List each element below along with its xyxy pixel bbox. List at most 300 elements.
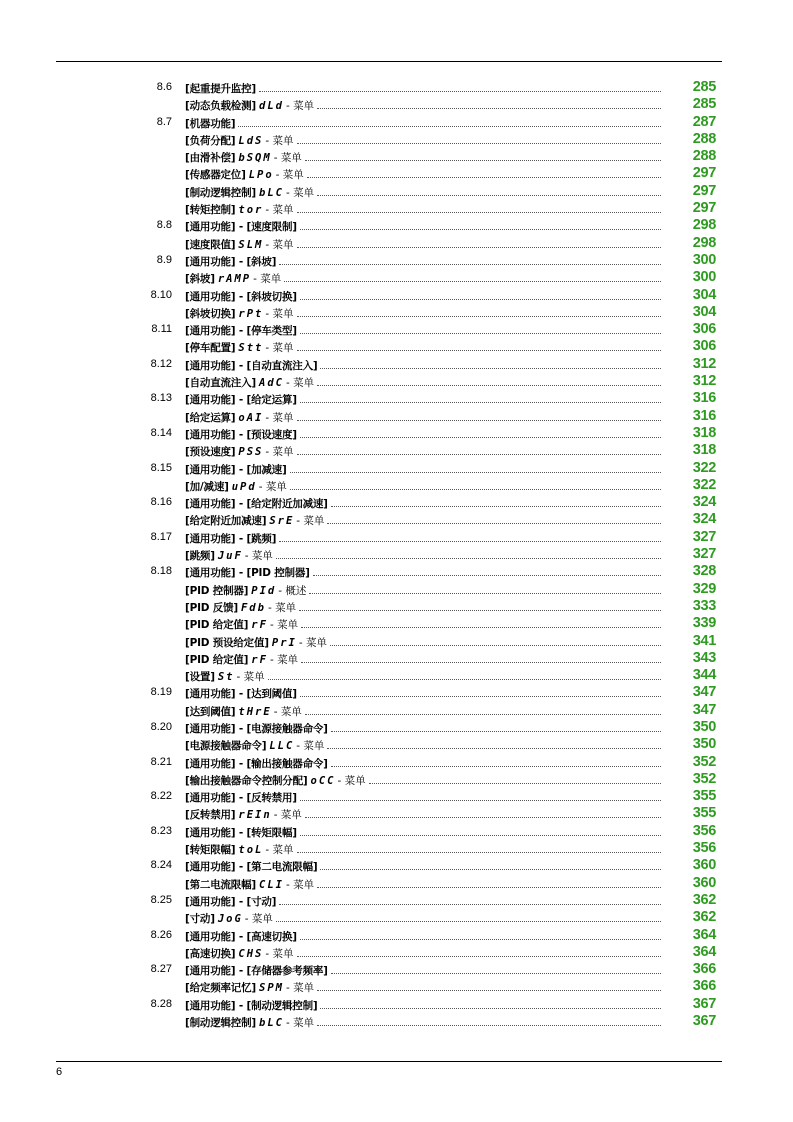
toc-entry[interactable] [0,96,793,113]
page-link[interactable]: 285 [692,96,716,113]
toc-entry[interactable] [0,719,793,736]
dot-leader [331,731,661,732]
page-link[interactable]: 304 [692,303,716,320]
toc-entry[interactable] [0,944,793,961]
entry-suffix: - 菜单 [285,377,315,390]
parameter-code: PSS [238,446,264,459]
page-link[interactable]: 327 [692,546,716,563]
parameter-code: SrE [269,515,295,528]
dot-leader [297,350,661,351]
toc-entry[interactable] [0,494,793,511]
parameter-code: oAI [238,411,264,424]
dot-leader [327,523,661,524]
toc-entry[interactable] [0,287,793,304]
entry-suffix: - 菜单 [285,100,315,113]
page-link[interactable]: 297 [692,165,716,182]
dot-leader [290,472,661,473]
page-link[interactable]: 350 [692,736,716,753]
toc-entry[interactable] [0,200,793,217]
dot-leader [297,143,661,144]
entry-text [185,548,663,562]
page-link[interactable]: 355 [692,805,716,822]
section-number: 8.28 [150,997,172,1010]
page-link[interactable]: 347 [692,684,716,701]
entry-suffix: - 菜单 [273,809,302,822]
toc-entry[interactable] [0,702,793,719]
page-link[interactable]: 285 [692,79,716,95]
entry-label: [加/减速] [185,480,229,493]
toc-entry[interactable] [0,598,793,615]
page-link[interactable]: 298 [692,217,716,234]
entry-text [185,289,663,303]
entry-text [185,825,663,839]
page-link[interactable]: 360 [692,857,716,874]
page-link[interactable]: 312 [692,373,716,390]
dot-leader [305,714,661,715]
toc-entry[interactable] [0,373,793,390]
entry-label: [通用功能] - [转矩限幅] [185,826,297,839]
parameter-code: LPo [248,169,274,182]
entry-label: [转矩控制] [185,204,236,217]
toc-entry[interactable] [0,477,793,494]
entry-text [185,894,663,908]
parameter-code: bLC [259,1017,284,1030]
toc-entry[interactable] [0,321,793,338]
entry-label: [通用功能] - [给定运算] [185,394,297,407]
entry-label: [转矩限幅] [185,844,236,857]
entry-label: [传感器定位] [185,169,246,182]
parameter-code: AdC [259,377,284,390]
page-link[interactable]: 362 [692,909,716,926]
entry-suffix: - 菜单 [269,653,299,666]
toc-entry[interactable] [0,304,793,321]
toc-entry[interactable] [0,771,793,788]
page-link[interactable]: 316 [692,407,716,424]
section-number: 8.26 [150,928,172,941]
entry-text [185,756,663,770]
toc-entry[interactable] [0,235,793,252]
section-number: 8.13 [150,392,172,405]
entry-text [185,963,663,977]
page-link[interactable]: 304 [692,286,716,303]
entry-suffix: - 菜单 [285,186,315,199]
section-number: 8.21 [150,755,172,768]
toc-entry[interactable] [0,356,793,373]
toc-entry[interactable] [0,269,793,286]
dot-leader [300,835,661,836]
page-link[interactable]: 352 [692,770,716,787]
dot-leader [300,800,661,801]
dot-leader [300,299,661,300]
entry-label: [PID 控制器] [185,584,249,597]
dot-leader [259,91,661,92]
toc-entry[interactable] [0,857,793,874]
entry-label: [通用功能] - [斜坡切换] [185,290,297,303]
entry-text [185,271,663,285]
toc-entry[interactable] [0,805,793,822]
dot-leader [276,558,661,559]
dot-leader [320,368,661,369]
entry-suffix: - 菜单 [265,204,294,217]
entry-suffix: - 菜单 [296,515,325,528]
page-link[interactable]: 306 [692,321,716,338]
entry-text [185,427,663,441]
page-link[interactable]: 318 [692,442,716,459]
entry-label: [通用功能] - [第二电流限幅] [185,861,318,874]
entry-text [185,877,663,891]
dot-leader [297,420,661,421]
section-number: 8.14 [150,426,172,439]
page-link[interactable]: 306 [692,338,716,355]
page-link[interactable]: 356 [692,840,716,857]
dot-leader [331,973,661,974]
entry-suffix: - 菜单 [285,982,315,995]
dot-leader [317,887,661,888]
dot-leader [279,904,661,905]
entry-text [185,704,663,718]
page-link[interactable]: 287 [692,113,716,130]
toc-entry[interactable] [0,442,793,459]
parameter-code: tor [238,204,264,217]
page-link[interactable]: 300 [692,269,716,286]
entry-text [185,340,663,354]
entry-suffix: - 菜单 [265,307,294,320]
page-link[interactable]: 288 [692,148,716,165]
entry-text [185,410,663,424]
page-link[interactable]: 324 [692,494,716,511]
parameter-code: uPd [231,480,257,493]
entry-label: [给定运算] [185,411,236,424]
entry-suffix: - 菜单 [265,238,294,251]
page-link[interactable]: 328 [692,563,716,580]
page-link[interactable]: 297 [692,182,716,199]
toc-entry[interactable] [0,114,793,131]
entry-text [185,686,663,700]
section-number: 8.25 [150,893,172,906]
toc-entry[interactable] [0,183,793,200]
page-link[interactable]: 327 [692,528,716,545]
page-link[interactable]: 329 [692,580,716,597]
entry-text [185,790,663,804]
toc-entry[interactable] [0,460,793,477]
toc-entry[interactable] [0,684,793,701]
page-link[interactable]: 356 [692,822,716,839]
toc-entry[interactable] [0,165,793,182]
entry-text [185,513,663,527]
toc-entry[interactable] [0,131,793,148]
entry-label: [起重提升监控] [185,83,256,95]
page-link[interactable]: 364 [692,943,716,960]
page-link[interactable]: 318 [692,424,716,441]
page-link[interactable]: 298 [692,234,716,251]
dot-leader [279,541,661,542]
entry-label: [PID 预设给定值] [185,636,269,649]
parameter-code: Stt [238,342,264,355]
entry-suffix: - 概述 [278,584,307,597]
dot-leader [299,610,661,611]
page-link[interactable]: 322 [692,476,716,493]
entry-label: [通用功能] - [电源接触器命令] [185,722,328,735]
entry-label: [制动逻辑控制] [185,1017,256,1030]
page-link[interactable]: 316 [692,390,716,407]
dot-leader [301,627,661,628]
dot-leader [307,177,661,178]
parameter-code: CLI [259,878,284,891]
entry-suffix: - 菜单 [265,411,294,424]
entry-text [185,911,663,925]
toc-entry[interactable] [0,252,793,269]
entry-text [185,946,663,960]
entry-suffix: - 菜单 [244,913,273,926]
parameter-code: rF [251,653,268,666]
toc-entry[interactable] [0,390,793,407]
footer-rule [56,1061,722,1062]
dot-leader [320,1008,661,1009]
toc-entry[interactable] [0,754,793,771]
dot-leader [300,939,661,940]
parameter-code: rF [251,619,268,632]
entry-label: [斜坡切换] [185,307,236,320]
section-number: 8.15 [150,461,172,474]
section-number: 8.27 [150,963,172,976]
toc-entry[interactable] [0,79,793,96]
toc-entry[interactable] [0,338,793,355]
entry-text [185,980,663,994]
entry-suffix: - 菜单 [296,740,325,753]
parameter-code: rAMP [217,273,252,286]
dot-leader [297,454,661,455]
dot-leader [300,402,661,403]
dot-leader [300,696,661,697]
toc-entry[interactable] [0,788,793,805]
section-number: 8.19 [150,686,172,699]
entry-label: [通用功能] - [跳频] [185,532,277,545]
toc-entry[interactable] [0,615,793,632]
entry-suffix: - 菜单 [285,1017,315,1030]
page-link[interactable]: 347 [692,701,716,718]
parameter-code: SLM [238,238,264,251]
page-link[interactable]: 350 [692,718,716,735]
toc-entry[interactable] [0,667,793,684]
parameter-code: PrI [271,636,297,649]
entry-text [185,479,663,493]
dot-leader [284,281,661,282]
dot-leader [305,160,661,161]
entry-label: [反转禁用] [185,809,236,822]
toc-entry[interactable] [0,650,793,667]
page-link[interactable]: 322 [692,459,716,476]
entry-label: [机器功能] [185,117,236,130]
dot-leader [300,333,661,334]
page-link[interactable]: 333 [692,597,716,614]
entry-text [185,358,663,372]
entry-suffix: - 菜单 [253,273,282,286]
page-number: 6 [56,1066,63,1078]
dot-leader [369,783,661,784]
page-link[interactable]: 355 [692,788,716,805]
page-link[interactable]: 344 [692,667,716,684]
entry-label: [斜坡] [185,273,215,286]
entry-label: [通用功能] - [自动直流注入] [185,359,318,372]
page-link[interactable]: 362 [692,891,716,908]
entry-suffix: - 菜单 [298,636,327,649]
section-number: 8.18 [150,565,172,578]
toc-entry[interactable] [0,529,793,546]
entry-label: [动态负载检测] [185,100,256,113]
entry-suffix: - 菜单 [273,705,302,718]
section-number: 8.17 [150,530,172,543]
toc-entry[interactable] [0,961,793,978]
parameter-code: oCC [310,774,336,787]
entry-text [185,929,663,943]
parameter-code: rPt [238,307,264,320]
toc-entry[interactable] [0,148,793,165]
page-link[interactable]: 352 [692,753,716,770]
entry-text [185,185,663,199]
entry-label: [给定附近加减速] [185,515,267,528]
toc-entry[interactable] [0,425,793,442]
toc-entry[interactable] [0,408,793,425]
entry-text [185,133,663,147]
entry-label: [通用功能] - [高速切换] [185,930,297,943]
dot-leader [297,247,661,248]
parameter-code: LLC [269,740,295,753]
table-of-contents [0,79,793,1030]
section-number: 8.10 [150,288,172,301]
dot-leader [297,212,661,213]
page-link[interactable]: 300 [692,251,716,268]
parameter-code: SPM [259,982,284,995]
toc-entry[interactable] [0,927,793,944]
entry-text [185,496,663,510]
section-number: 8.6 [156,81,172,93]
entry-label: [制动逻辑控制] [185,186,256,199]
dot-leader [301,662,661,663]
page-link[interactable]: 339 [692,615,716,632]
dot-leader [317,195,661,196]
entry-text [185,600,663,614]
entry-label: [电源接触器命令] [185,740,267,753]
dot-leader [279,264,661,265]
entry-label: [通用功能] - [斜坡] [185,255,277,268]
toc-entry[interactable] [0,511,793,528]
entry-text [185,721,663,735]
dot-leader [330,645,661,646]
section-number: 8.8 [156,219,172,232]
page-link[interactable]: 324 [692,511,716,528]
parameter-code: bSQM [238,152,272,165]
parameter-code: JuF [217,550,243,563]
toc-entry[interactable] [0,909,793,926]
entry-label: [通用功能] - [寸动] [185,895,277,908]
toc-entry[interactable] [0,546,793,563]
entry-label: [寸动] [185,913,215,926]
toc-entry[interactable] [0,875,793,892]
toc-entry[interactable] [0,217,793,234]
parameter-code: CHS [238,947,264,960]
entry-text [185,1015,663,1029]
page-link[interactable]: 312 [692,355,716,372]
toc-entry[interactable] [0,996,793,1013]
parameter-code: bLC [259,186,284,199]
page-link[interactable]: 297 [692,200,716,217]
dot-leader [297,956,661,957]
entry-suffix: - 菜单 [258,480,287,493]
dot-leader [300,229,661,230]
entry-label: [速度限值] [185,238,236,251]
entry-text [185,116,663,130]
entry-label: [设置] [185,671,215,684]
entry-text [185,652,663,666]
toc-entry[interactable] [0,892,793,909]
dot-leader [290,489,661,490]
entry-text [185,669,663,683]
entry-text [185,306,663,320]
entry-label: [PID 给定值] [185,653,249,666]
entry-suffix: - 菜单 [265,134,294,147]
entry-label: [高速切换] [185,947,236,960]
toc-entry[interactable] [0,1013,793,1030]
entry-text [185,150,663,164]
entry-label: [给定频率记忆] [185,982,256,995]
toc-entry[interactable] [0,840,793,857]
section-number: 8.12 [150,357,172,370]
section-number: 8.9 [156,253,172,266]
section-number: 8.16 [150,496,172,509]
entry-text [185,738,663,752]
entry-text [185,375,663,389]
page-link[interactable]: 366 [692,961,716,978]
toc-entry[interactable] [0,563,793,580]
entry-label: [跳频] [185,550,215,563]
toc-entry[interactable] [0,978,793,995]
entry-label: [通用功能] - [速度限制] [185,221,297,234]
entry-text [185,323,663,337]
page-link[interactable]: 366 [692,978,716,995]
entry-label: [PID 给定值] [185,619,249,632]
entry-suffix: - 菜单 [269,619,299,632]
toc-entry[interactable] [0,736,793,753]
page-link[interactable]: 341 [692,632,716,649]
page-link[interactable]: 360 [692,874,716,891]
entry-suffix: - 菜单 [265,446,294,459]
toc-entry[interactable] [0,823,793,840]
section-number: 8.20 [150,720,172,733]
page-link[interactable]: 367 [692,995,716,1012]
dot-leader [317,108,661,109]
entry-suffix: - 菜单 [285,878,315,891]
entry-label: [通用功能] - [预设速度] [185,428,297,441]
page-link[interactable]: 343 [692,649,716,666]
section-number: 8.24 [150,859,172,872]
section-number: 8.22 [150,790,172,803]
parameter-code: rEIn [238,809,272,822]
entry-text [185,998,663,1012]
page-link[interactable]: 364 [692,926,716,943]
page-link[interactable]: 288 [692,130,716,147]
entry-text [185,807,663,821]
dot-leader [317,990,661,991]
entry-text [185,237,663,251]
entry-suffix: - 菜单 [265,947,294,960]
toc-entry[interactable] [0,581,793,598]
toc-entry[interactable] [0,633,793,650]
entry-text [185,531,663,545]
entry-text [185,565,663,579]
page-link[interactable]: 367 [692,1013,716,1030]
entry-label: [PID 反馈] [185,601,238,614]
entry-suffix: - 菜单 [273,152,302,165]
